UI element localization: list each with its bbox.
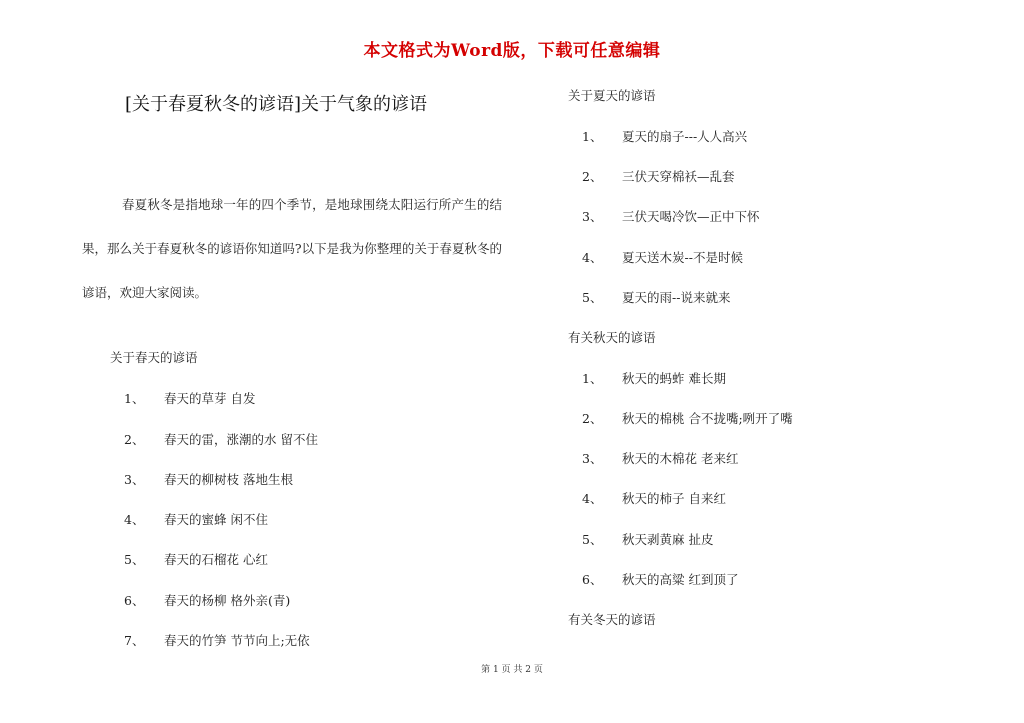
item-number: 2、 xyxy=(124,432,145,447)
item-text: 春天的雷，涨潮的水 留不住 xyxy=(164,432,318,447)
spring-item xyxy=(124,591,290,609)
item-number: 3、 xyxy=(124,472,145,487)
spring-item xyxy=(124,550,268,568)
item-text: 秋天的高粱 红到顶了 xyxy=(622,572,739,587)
item-text: 秋天的木棉花 老来红 xyxy=(622,451,739,466)
item-text: 秋天的柿子 自来红 xyxy=(622,491,726,506)
item-number: 5、 xyxy=(124,552,145,567)
item-text: 春天的杨柳 格外亲(青) xyxy=(164,593,291,608)
spring-item xyxy=(124,631,310,649)
summer-item xyxy=(582,127,747,145)
item-number: 7、 xyxy=(124,633,145,648)
item-text: 三伏天穿棉袄—乱套 xyxy=(622,169,735,184)
item-text: 夏天的雨--说来就来 xyxy=(622,290,731,305)
item-number: 5、 xyxy=(582,290,603,305)
item-text: 春天的竹笋 节节向上;无依 xyxy=(164,633,310,648)
summer-item xyxy=(582,288,730,306)
autumn-item xyxy=(582,449,738,467)
item-text: 秋天的蚂蚱 难长期 xyxy=(622,371,726,386)
item-number: 5、 xyxy=(582,532,603,547)
item-number: 3、 xyxy=(582,209,603,224)
item-text: 夏天送木炭--不是时候 xyxy=(622,250,743,265)
item-text: 夏天的扇子---人人高兴 xyxy=(622,129,748,144)
item-text: 春天的石榴花 心红 xyxy=(164,552,268,567)
item-number: 3、 xyxy=(582,451,603,466)
intro-paragraph: 春夏秋冬是指地球一年的四个季节，是地球围绕太阳运行所产生的结果，那么关于春夏秋冬的谚语你知道吗?以下是我为你整理的关于春夏秋冬的谚语，欢迎大家阅读。 xyxy=(82,197,502,300)
spring-item xyxy=(124,430,318,448)
item-text: 春天的蜜蜂 闲不住 xyxy=(164,512,268,527)
summer-heading: 关于夏天的谚语 xyxy=(568,88,656,103)
item-text: 春天的草芽 自发 xyxy=(164,391,256,406)
item-number: 6、 xyxy=(124,593,145,608)
item-number: 6、 xyxy=(582,572,603,587)
item-text: 秋天剥黄麻 扯皮 xyxy=(622,532,714,547)
intro-paragraph-container xyxy=(82,183,502,315)
autumn-item xyxy=(582,489,726,507)
item-number: 1、 xyxy=(582,129,603,144)
document-title: [关于春夏秋冬的谚语]关于气象的谚语 xyxy=(125,94,428,115)
summer-item xyxy=(582,207,760,225)
autumn-item xyxy=(582,570,738,588)
summer-item xyxy=(582,248,743,266)
item-text: 三伏天喝冷饮—正中下怀 xyxy=(622,209,760,224)
item-text: 春天的柳树枝 落地生根 xyxy=(164,472,293,487)
spring-item xyxy=(124,470,293,488)
watermark-banner: 本文格式为Word版，下载可任意编辑 xyxy=(363,41,661,61)
spring-heading: 关于春天的谚语 xyxy=(110,350,198,365)
item-number: 4、 xyxy=(582,491,603,506)
autumn-item xyxy=(582,530,713,548)
page-footer: 第 1 页 共 2 页 xyxy=(481,665,543,675)
autumn-item xyxy=(582,369,726,387)
item-number: 1、 xyxy=(582,371,603,386)
autumn-heading: 有关秋天的谚语 xyxy=(568,330,656,345)
item-text: 秋天的棉桃 合不拢嘴;咧开了嘴 xyxy=(622,411,793,426)
item-number: 1、 xyxy=(124,391,145,406)
item-number: 4、 xyxy=(124,512,145,527)
spring-item xyxy=(124,510,268,528)
winter-heading: 有关冬天的谚语 xyxy=(568,612,656,627)
item-number: 2、 xyxy=(582,411,603,426)
autumn-item xyxy=(582,409,793,427)
item-number: 4、 xyxy=(582,250,603,265)
summer-item xyxy=(582,167,735,185)
spring-item xyxy=(124,389,255,407)
item-number: 2、 xyxy=(582,169,603,184)
